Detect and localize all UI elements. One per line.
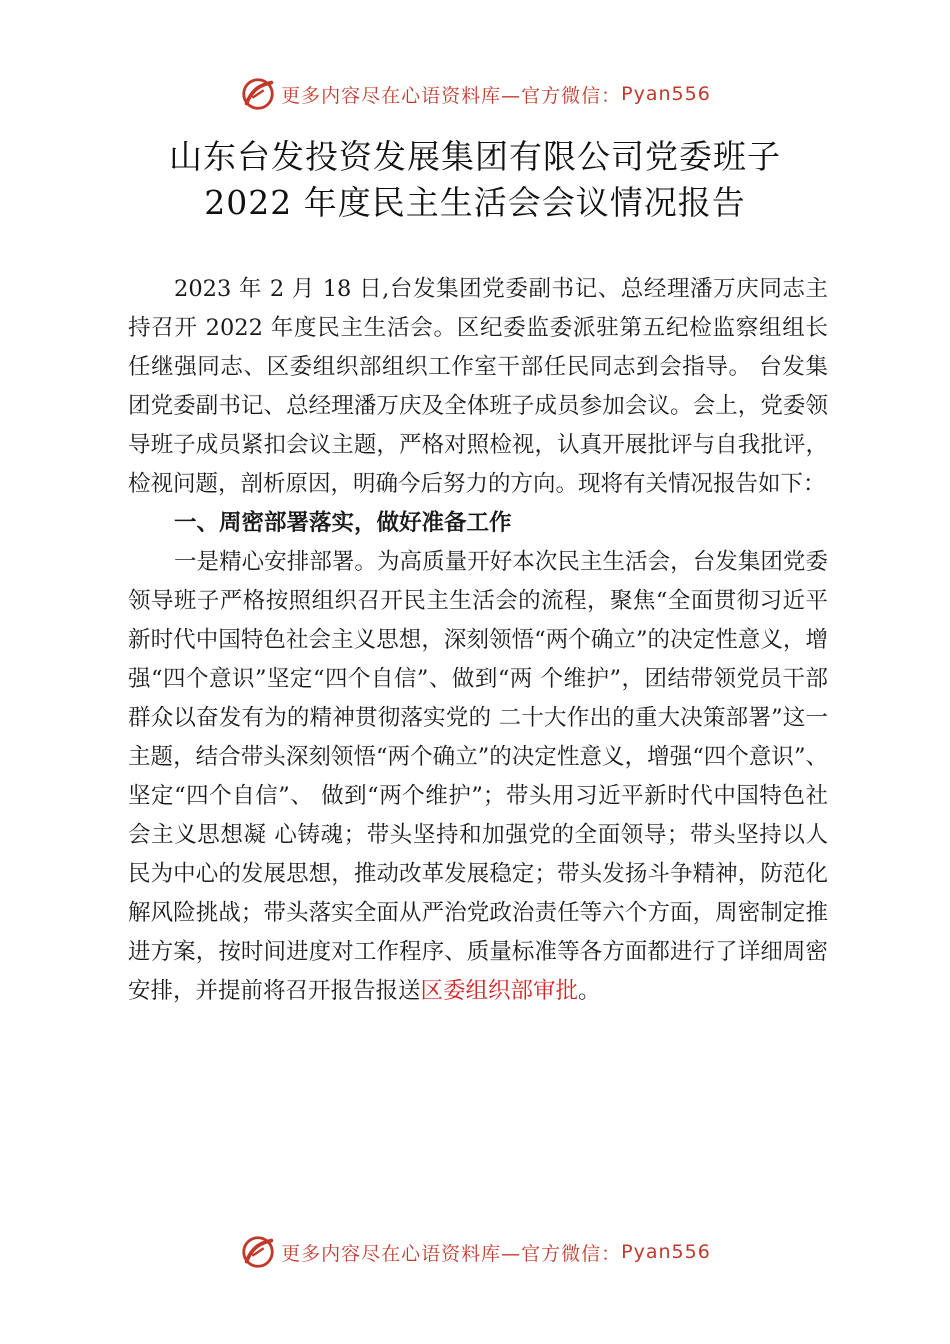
brand-logo-icon [239, 1233, 277, 1271]
banner-text: 更多内容尽在心语资料库—官方微信： [281, 84, 622, 107]
title-line-2: 2022 年度民主生活会会议情况报告 [204, 183, 746, 222]
paragraph-deployment-text: 一是精心安排部署。为高质量开好本次民主生活会，台发集团党委领导班子严格按照组织召开民主生活会的流程，聚焦“全面贯彻习近平新时代中国特色社会主义思想，深刻领悟“两个确立”的决定性意义，增强“四个意识”坚定“四个自信”、做到“两 个维护”，团结带领党员干部群众以奋发有为的精神贯彻落实党的 二十大作出的重大决策部署”这一主题，结合带头深刻领悟“两个确立”的决定性意义，增强“四个意识”、坚定“四个自信”、 做到“两个维护”；带头用习近平新时代中国特色社会主义思想凝 心铸魂；带头坚持和加强党的全面领导；带头坚持以人民为中心的发展思想，推动改革发展稳定；带头发扬斗争精神，防范化解风险挑战；带头落实全面从严治党政治责任等六个方面，周密制定推进方案，按时间进度对工作程序、质量标准等各方面都进行了详细周密安排，并提前将召开报告报送 [128, 549, 828, 1004]
banner-text: 更多内容尽在心语资料库—官方微信： [281, 1242, 622, 1265]
highlighted-text: 区委组织部审批 [420, 978, 579, 1004]
section-heading-1: 一、周密部署落实，做好准备工作 [174, 510, 512, 536]
title-line-1: 山东台发投资发展集团有限公司党委班子 [169, 137, 781, 176]
banner-wechat-id: Pyan556 [621, 1241, 711, 1263]
paragraph-deployment-end: 。 [578, 978, 601, 1004]
page-title [0, 134, 950, 226]
banner-wechat-id: Pyan556 [621, 83, 711, 105]
footer-watermark-banner [0, 1230, 950, 1274]
document-body [128, 270, 828, 1011]
paragraph-intro: 2023 年 2 月 18 日,台发集团党委副书记、总经理潘万庆同志主持召开 2022 年度民主生活会。区纪委监委派驻第五纪检监察组组长任继强同志、区委组织部组织工作室干部任民同志到会指导。 台发集团党委副书记、总经理潘万庆及全体班子成员参加会议。会上，党委领导班子成员紧扣会议主题，严格对照检视，认真开展批评与自我批评，检视问题，剖析原因，明确今后努力的方向。现将有关情况报告如下： [128, 276, 828, 497]
paragraph-deployment [128, 543, 828, 1011]
header-watermark-banner [0, 72, 950, 116]
brand-logo-icon [239, 75, 277, 113]
